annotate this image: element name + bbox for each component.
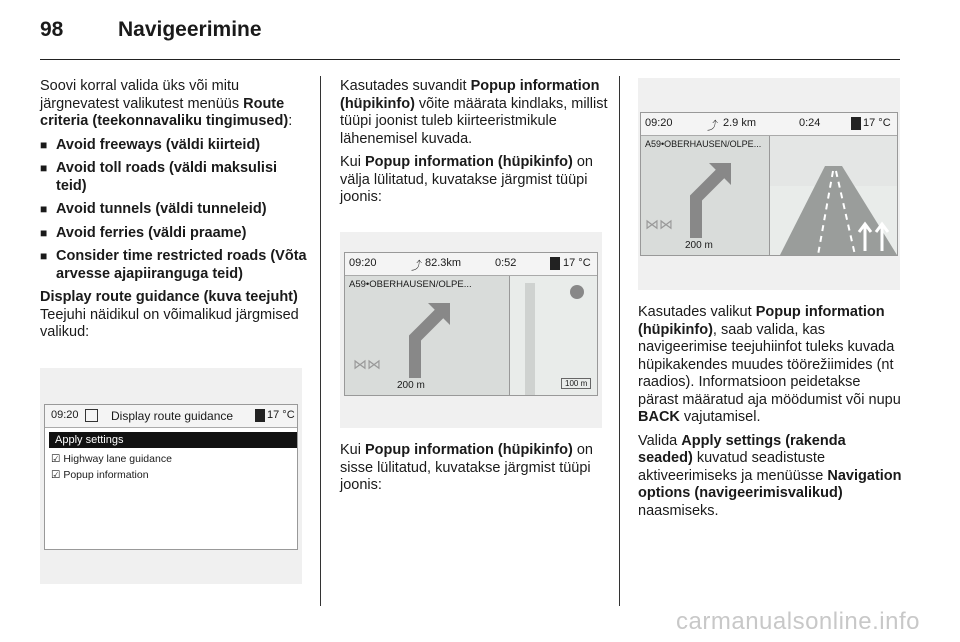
turn-distance: 200 m <box>397 380 425 391</box>
road-name: A59•OBERHAUSEN/OLPE... <box>349 279 472 290</box>
lane-guidance-view <box>770 136 897 255</box>
column-divider <box>619 76 620 606</box>
distance: 82.3km <box>425 257 462 269</box>
settings-screen <box>44 404 298 550</box>
menu-item-apply-settings[interactable]: Apply settings <box>49 432 297 448</box>
turn-arrow-icon <box>395 298 455 378</box>
thermometer-icon <box>851 117 861 130</box>
subheading-paragraph: Display route guidance (kuva teejuht) Teejuhi näidikul on võimalikud järgmised valikud: <box>40 289 299 340</box>
list-item: ■ Consider time restricted roads (Võta arvesse ajapiiranguga teid) <box>40 248 308 283</box>
menu-name: Route criteria (teekonnavaliku tingimused) <box>40 95 289 129</box>
turn-arrow-icon <box>676 158 736 238</box>
paragraph: Kui Popup information (hüpikinfo) on välja lülitatud, kuvatakse järgmist tüüpi joonis: <box>340 154 593 205</box>
watermark: carmanualsonline.info <box>676 608 920 635</box>
menu-item-popup-information[interactable]: ☑ Popup information <box>51 469 149 481</box>
compass-icon <box>570 285 584 299</box>
temperature: 17 °C <box>563 257 591 269</box>
figure-settings-screen <box>40 368 302 584</box>
temperature: 17 °C <box>863 117 891 129</box>
header-rule <box>40 59 900 60</box>
page-header <box>0 0 960 60</box>
nav-mode-icon <box>85 409 98 422</box>
distance: 2.9 km <box>723 117 757 129</box>
list-item: ■ Avoid freeways (väldi kiirteid) <box>40 137 308 155</box>
intro-paragraph: Soovi korral valida üks või mitu järgnevatest valikutest menüüs Route criteria (teekonnavaliku tingimused): <box>40 78 293 129</box>
status-bar <box>345 253 597 276</box>
popup-screen <box>640 112 898 256</box>
turn-distance: 200 m <box>685 240 713 251</box>
paragraph: Kasutades valikut Popup information (hüpikinfo), saab valida, kas navigeerimise teejuhiinfot tuleks kuvada hüpikakendes muudes töörežiimides (nt raadios). Informatsioon peidetakse pärast määratud aja möödumist või nupu BACK vajutamisel. <box>638 304 901 425</box>
list-item: ■ Avoid tunnels (väldi tunneleid) <box>40 201 308 219</box>
figure-popup-on <box>638 78 900 290</box>
junction-icon: ⋈⋈ <box>645 216 673 232</box>
road <box>525 283 535 395</box>
guidance-panel <box>641 136 770 255</box>
screen-title: Display route guidance <box>111 409 234 423</box>
route-criteria-list <box>40 137 308 284</box>
map-screen <box>344 252 598 396</box>
subheading: Display route guidance (kuva teejuht) <box>40 289 298 305</box>
column-2 <box>340 78 608 213</box>
paragraph: Valida Apply settings (rakenda seaded) kuvatud seadistuste aktiveerimiseks ja menüüsse Navigation options (navigeerimisvalikud) naasmiseks. <box>638 432 902 519</box>
thermometer-icon <box>255 409 265 422</box>
eta: 0:52 <box>495 257 517 269</box>
map-scale: 100 m <box>561 378 591 389</box>
menu-item-highway-lane-guidance[interactable]: ☑ Highway lane guidance <box>51 453 172 465</box>
page-number: 98 <box>40 18 64 41</box>
paragraph: Kasutades suvandit Popup information (hüpikinfo) võite määrata kindlaks, millist tüüpi joonist tuleb kiirteeristmikule lähenemisel kuvada. <box>340 78 608 147</box>
section-title: Navigeerimine <box>118 18 262 41</box>
list-item: ■ Avoid ferries (väldi praame) <box>40 225 308 243</box>
clock: 09:20 <box>349 257 377 269</box>
route-icon: ⤴ <box>411 260 422 272</box>
status-bar <box>45 405 297 428</box>
temperature: 17 °C <box>267 409 295 421</box>
status-bar <box>641 113 897 136</box>
route-icon: ⤴ <box>707 120 718 132</box>
column-3 <box>638 304 902 526</box>
column-1 <box>40 78 308 342</box>
column-2-lower <box>340 442 608 501</box>
checkbox-icon: ☑ <box>51 469 61 481</box>
clock: 09:20 <box>51 409 79 421</box>
clock: 09:20 <box>645 117 673 129</box>
eta: 0:24 <box>799 117 821 129</box>
checkbox-icon: ☑ <box>51 453 61 465</box>
road-name: A59•OBERHAUSEN/OLPE... <box>645 139 762 149</box>
list-item: ■ Avoid toll roads (väldi maksulisi teid) <box>40 160 308 195</box>
column-divider <box>320 76 321 606</box>
figure-map-popup-off <box>340 232 602 428</box>
guidance-panel <box>345 276 510 395</box>
paragraph: Kui Popup information (hüpikinfo) on sisse lülitatud, kuvatakse järgmist tüüpi joonis: <box>340 442 593 493</box>
thermometer-icon <box>550 257 560 270</box>
junction-icon: ⋈⋈ <box>353 356 381 372</box>
